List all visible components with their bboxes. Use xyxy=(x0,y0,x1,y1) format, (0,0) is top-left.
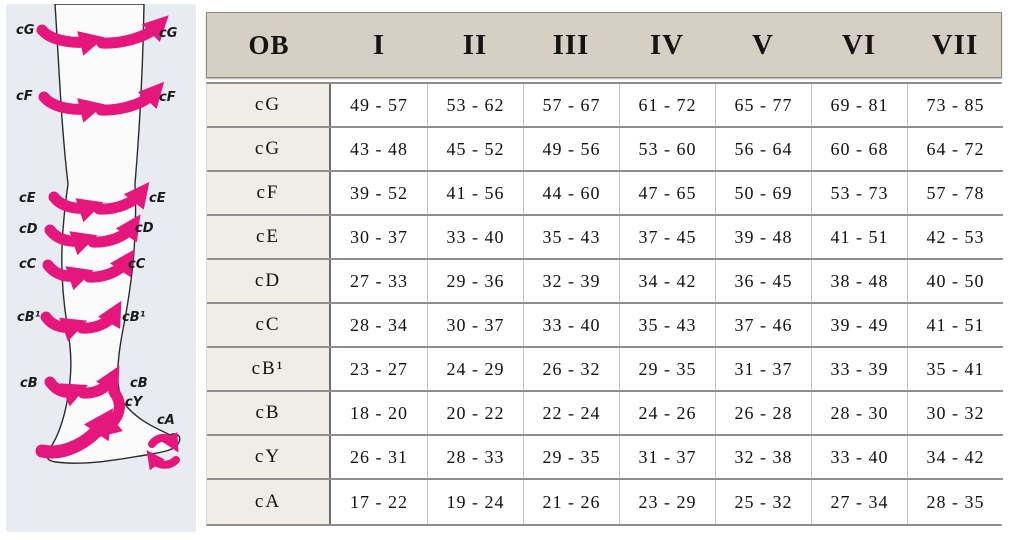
table-cell: 64 - 72 xyxy=(907,128,1003,170)
header-size-6: VI xyxy=(841,28,877,61)
table-row xyxy=(207,392,1003,436)
table-cell: 50 - 69 xyxy=(715,172,811,214)
header-ob: OB xyxy=(248,29,290,60)
table-cell: 30 - 37 xyxy=(331,216,427,258)
table-cell: 41 - 51 xyxy=(811,216,907,258)
table-cell: 29 - 35 xyxy=(523,436,619,478)
table-cell: 45 - 52 xyxy=(427,128,523,170)
leg-label-cB1-right: cB¹ xyxy=(122,310,146,325)
table-cell: 37 - 45 xyxy=(619,216,715,258)
leg-label-cC-left: cC xyxy=(19,257,37,272)
table-cell: 34 - 42 xyxy=(619,260,715,302)
table-cell: 39 - 52 xyxy=(331,172,427,214)
table-cell: 33 - 40 xyxy=(523,304,619,346)
table-cell: 43 - 48 xyxy=(331,128,427,170)
table-cell: 37 - 46 xyxy=(715,304,811,346)
table-cell: 31 - 37 xyxy=(715,348,811,390)
table-cell: 61 - 72 xyxy=(619,84,715,126)
leg-label-cB1-left: cB¹ xyxy=(17,310,41,325)
table-cell: 53 - 62 xyxy=(427,84,523,126)
table-cell: 31 - 37 xyxy=(619,436,715,478)
leg-label-cB-left: cB xyxy=(20,376,38,391)
table-cell: 19 - 24 xyxy=(427,480,523,524)
table-row xyxy=(207,304,1003,348)
header-size-4: IV xyxy=(649,28,685,61)
table-cell: 53 - 73 xyxy=(811,172,907,214)
size-table-header xyxy=(206,12,1002,78)
table-cell: 39 - 49 xyxy=(811,304,907,346)
leg-label-cE-right: cE xyxy=(149,191,166,206)
table-cell: 60 - 68 xyxy=(811,128,907,170)
row-label: cG xyxy=(207,128,331,170)
size-table-body xyxy=(206,82,1002,526)
table-cell: 38 - 48 xyxy=(811,260,907,302)
table-cell: 44 - 60 xyxy=(523,172,619,214)
size-table xyxy=(206,12,1002,526)
row-label: cE xyxy=(207,216,331,258)
table-row xyxy=(207,84,1003,128)
table-cell: 35 - 43 xyxy=(523,216,619,258)
table-cell: 35 - 43 xyxy=(619,304,715,346)
table-row xyxy=(207,128,1003,172)
leg-label-cC-right: cC xyxy=(128,257,146,272)
table-row xyxy=(207,480,1003,524)
table-cell: 27 - 34 xyxy=(811,480,907,524)
table-cell: 23 - 29 xyxy=(619,480,715,524)
header-size-7: VII xyxy=(931,28,979,61)
table-cell: 18 - 20 xyxy=(331,392,427,434)
leg-label-cB-right: cB xyxy=(130,376,148,391)
table-cell: 20 - 22 xyxy=(427,392,523,434)
table-cell: 21 - 26 xyxy=(523,480,619,524)
table-cell: 30 - 32 xyxy=(907,392,1003,434)
table-cell: 34 - 42 xyxy=(907,436,1003,478)
leg-label-cA: cA xyxy=(157,413,175,428)
header-size-3: III xyxy=(552,28,590,61)
table-cell: 65 - 77 xyxy=(715,84,811,126)
table-cell: 29 - 36 xyxy=(427,260,523,302)
table-cell: 49 - 57 xyxy=(331,84,427,126)
header-size-5: V xyxy=(752,28,774,61)
table-cell: 29 - 35 xyxy=(619,348,715,390)
table-cell: 41 - 51 xyxy=(907,304,1003,346)
table-cell: 41 - 56 xyxy=(427,172,523,214)
table-cell: 27 - 33 xyxy=(331,260,427,302)
table-row xyxy=(207,216,1003,260)
table-cell: 28 - 30 xyxy=(811,392,907,434)
table-cell: 17 - 22 xyxy=(331,480,427,524)
table-cell: 40 - 50 xyxy=(907,260,1003,302)
table-row xyxy=(207,172,1003,216)
table-cell: 57 - 78 xyxy=(907,172,1003,214)
table-cell: 24 - 26 xyxy=(619,392,715,434)
table-cell: 32 - 38 xyxy=(715,436,811,478)
table-cell: 69 - 81 xyxy=(811,84,907,126)
leg-label-cF-left: cF xyxy=(16,89,33,104)
header-size-2: II xyxy=(462,28,488,61)
leg-label-cD-right: cD xyxy=(135,221,154,236)
table-cell: 23 - 27 xyxy=(331,348,427,390)
table-cell: 73 - 85 xyxy=(907,84,1003,126)
table-row xyxy=(207,436,1003,480)
table-cell: 26 - 31 xyxy=(331,436,427,478)
row-label: cB¹ xyxy=(207,348,331,390)
leg-label-cE-left: cE xyxy=(19,191,36,206)
table-cell: 26 - 28 xyxy=(715,392,811,434)
row-label: cD xyxy=(207,260,331,302)
table-cell: 28 - 35 xyxy=(907,480,1003,524)
table-cell: 57 - 67 xyxy=(523,84,619,126)
leg-label-cY: cY xyxy=(125,395,143,410)
table-cell: 49 - 56 xyxy=(523,128,619,170)
table-cell: 39 - 48 xyxy=(715,216,811,258)
row-label: cA xyxy=(207,480,331,524)
row-label: cF xyxy=(207,172,331,214)
row-label: cY xyxy=(207,436,331,478)
table-cell: 22 - 24 xyxy=(523,392,619,434)
table-cell: 30 - 37 xyxy=(427,304,523,346)
table-cell: 42 - 53 xyxy=(907,216,1003,258)
leg-label-cG-right: cG xyxy=(159,26,178,41)
table-row xyxy=(207,260,1003,304)
table-cell: 47 - 65 xyxy=(619,172,715,214)
row-label: cG xyxy=(207,84,331,126)
row-label: cB xyxy=(207,392,331,434)
table-cell: 25 - 32 xyxy=(715,480,811,524)
table-cell: 28 - 34 xyxy=(331,304,427,346)
leg-label-cG-left: cG xyxy=(16,23,35,38)
table-row xyxy=(207,348,1003,392)
table-cell: 35 - 41 xyxy=(907,348,1003,390)
table-cell: 36 - 45 xyxy=(715,260,811,302)
table-cell: 28 - 33 xyxy=(427,436,523,478)
table-cell: 56 - 64 xyxy=(715,128,811,170)
table-cell: 24 - 29 xyxy=(427,348,523,390)
leg-label-cF-right: cF xyxy=(159,90,176,105)
table-cell: 53 - 60 xyxy=(619,128,715,170)
table-cell: 26 - 32 xyxy=(523,348,619,390)
header-size-1: I xyxy=(372,28,386,61)
row-label: cC xyxy=(207,304,331,346)
table-cell: 32 - 39 xyxy=(523,260,619,302)
table-cell: 33 - 39 xyxy=(811,348,907,390)
table-cell: 33 - 40 xyxy=(811,436,907,478)
table-cell: 33 - 40 xyxy=(427,216,523,258)
leg-measurement-diagram xyxy=(6,4,196,532)
leg-label-cD-left: cD xyxy=(19,222,38,237)
